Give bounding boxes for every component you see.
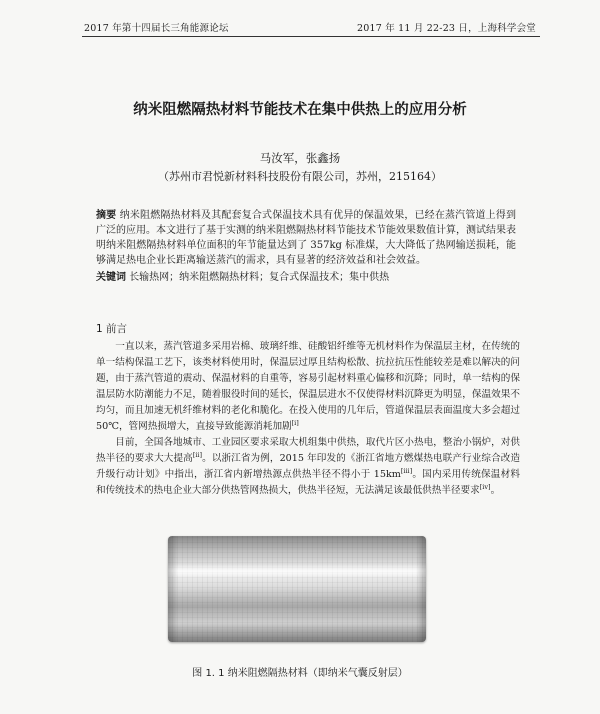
keywords	[96, 270, 516, 285]
abstract	[96, 208, 516, 268]
section-body	[96, 339, 520, 499]
figure-edge-shadow	[168, 536, 178, 642]
keywords-text: 长输热网；纳米阻燃隔热材料；复合式保温技术；集中供热	[129, 272, 390, 283]
figure-caption: 图 1. 1 纳米阻燃隔热材料（即纳米气囊反射层）	[192, 668, 408, 679]
paragraph-text: 。以浙江省为例，2015 年印发的《浙江省地方燃煤热电联产行业综合改造升级行动计划》中指出，浙江省内新增热源点供热半径不得小于 15km	[96, 453, 521, 480]
section-heading: 1 前言	[96, 323, 128, 335]
figure-highlight	[168, 564, 426, 578]
paragraph	[96, 339, 520, 435]
author-list: 马汝军，张鑫扬	[259, 151, 341, 165]
header-rule	[82, 36, 540, 37]
header-conference: 2017 年第十四届长三角能源论坛	[84, 23, 229, 34]
paragraph-text: 。	[490, 485, 501, 496]
citation: [iii]	[400, 466, 413, 475]
affiliation: （苏州市君悦新材料科技股份有限公司，苏州，215164）	[158, 170, 442, 183]
citation: [iv]	[479, 482, 491, 491]
paragraph-text: 一直以来，蒸汽管道多采用岩棉、玻璃纤维、硅酸铝纤维等无机材料作为保温层主材，在传统的单一结构保温工艺下，该类材料使用时，保温层过厚且结构松散、抗拉抗压性能较差是难以解决的问题，由于蒸汽管道的震动、保温材料的自重等，容易引起材料重心偏移和沉降；同时，单一结构的保温层防水防潮能力不足，随着服役时间的延长，保温层进水不仅使得材料沉降更为明显，保温效果不均匀，而且加速无机纤维材料的老化和脆化。在投入使用的几年后，管道保温层表面温度大多会超过 50℃，管网热损增大，直接导致能源消耗加剧	[96, 341, 520, 432]
running-header	[84, 20, 536, 34]
abstract-text: 纳米阻燃隔热材料及其配套复合式保温技术具有优异的保温效果，已经在蒸汽管道上得到广泛的应用。本文进行了基于实测的纳米阻燃隔热材料节能技术节能效果数值计算，测试结果表明纳米阻燃隔热材料单位面积的年节能量达到了 357kg 标准煤，大大降低了热网输送损耗，能够满足热电企业长距离输送蒸汽的需求，具有显著的经济效益和社会效益。	[96, 210, 517, 266]
abstract-label: 摘要	[96, 210, 117, 221]
citation: [i]	[291, 418, 299, 427]
header-date-venue: 2017 年 11 月 22-23 日，上海科学会堂	[357, 23, 536, 34]
citation: [ii]	[192, 450, 203, 459]
paper-title: 纳米阻燃隔热材料节能技术在集中供热上的应用分析	[133, 102, 467, 118]
figure-material-roll-photo	[168, 536, 426, 642]
keywords-label: 关键词	[96, 272, 126, 283]
paragraph-text: 。国内采用传统保温材料和传统技术的热电企业大部分供热管网热损大，供热半径短，无法满足该最低供热半径要求	[96, 469, 521, 496]
paragraph	[96, 435, 520, 499]
figure-edge-shadow	[416, 536, 426, 642]
paragraph-text: 目前，全国各地城市、工业园区要求采取大机组集中供热，取代片区小热电，整治小锅炉，对供热半径的要求大大提高	[96, 437, 520, 464]
